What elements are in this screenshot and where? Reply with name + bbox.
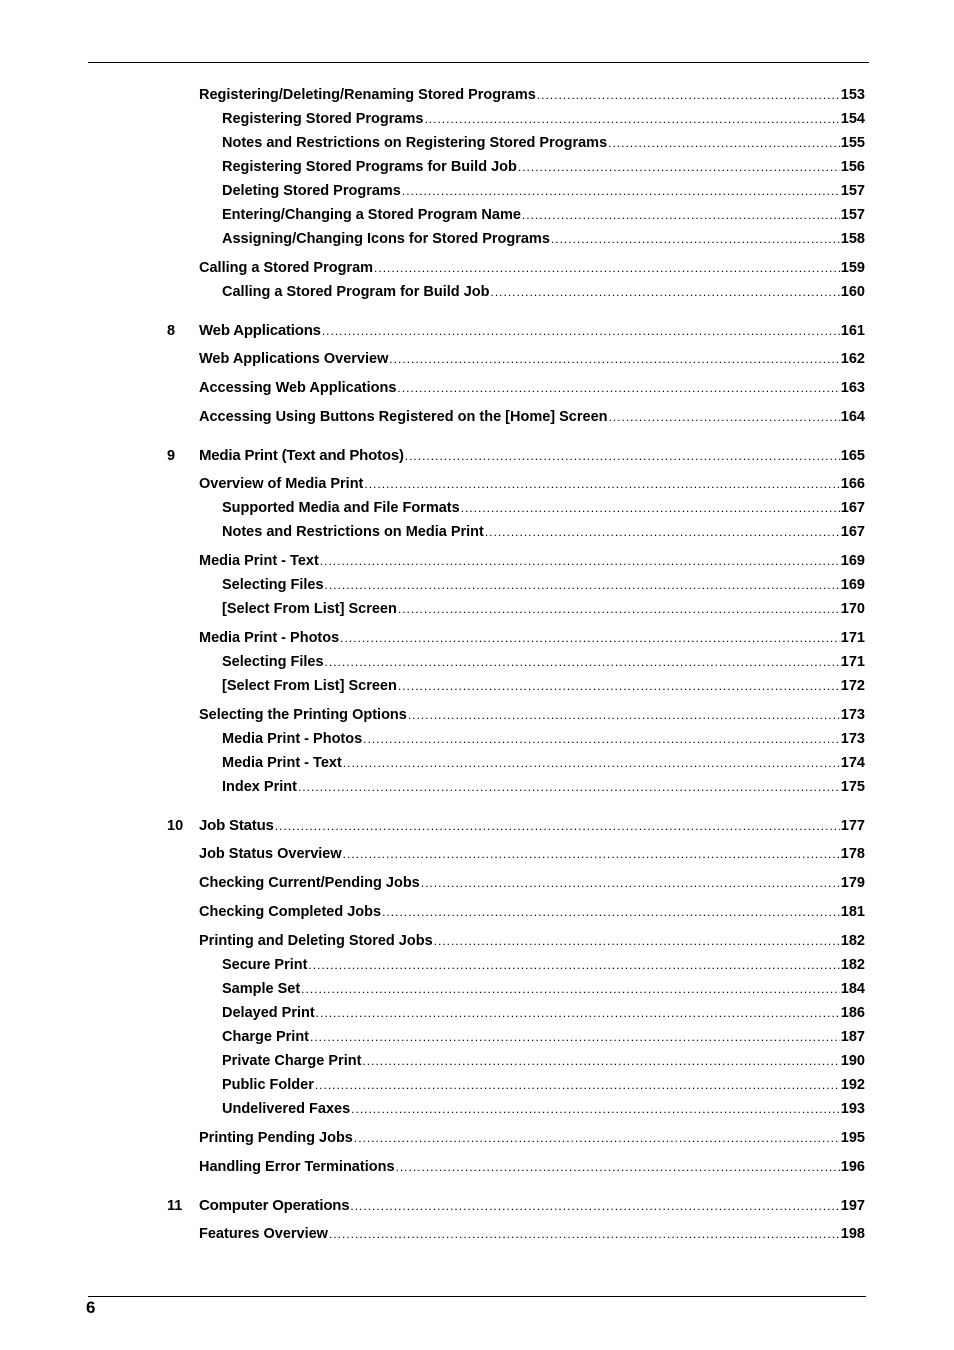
- toc-title: Handling Error Terminations: [199, 1159, 395, 1175]
- toc-subsection-entry[interactable]: [0, 1075, 954, 1095]
- toc-title: Registering Stored Programs for Build Job: [222, 159, 517, 175]
- toc-page-number: 164: [840, 409, 865, 425]
- toc-dot-leader: [461, 498, 840, 518]
- toc-subsection-entry[interactable]: [0, 753, 954, 773]
- toc-subsection-entry[interactable]: [0, 1003, 954, 1023]
- toc-subsection-entry[interactable]: [0, 205, 954, 225]
- toc-title: Printing and Deleting Stored Jobs: [199, 933, 433, 949]
- toc-title: Media Print (Text and Photos): [199, 447, 404, 464]
- toc-page-number: 178: [840, 846, 865, 862]
- toc-section-entry[interactable]: [0, 705, 954, 725]
- toc-line: [199, 258, 865, 278]
- toc-title: Printing Pending Jobs: [199, 1130, 353, 1146]
- toc-line: [222, 1051, 865, 1071]
- toc-dot-leader: [389, 349, 839, 369]
- toc-section-entry[interactable]: [0, 378, 954, 398]
- toc-subsection-entry[interactable]: [0, 522, 954, 542]
- toc-line: [222, 979, 865, 999]
- toc-line: [199, 1157, 865, 1177]
- toc-page-number: 169: [840, 577, 865, 593]
- toc-line: [199, 551, 865, 571]
- toc-line: [222, 652, 865, 672]
- toc-dot-leader: [350, 1196, 839, 1216]
- toc-dot-leader: [343, 753, 840, 773]
- toc-page-number: 163: [840, 380, 865, 396]
- toc-title: Accessing Web Applications: [199, 380, 397, 396]
- toc-line: [199, 931, 865, 951]
- toc-page-number: 154: [840, 111, 865, 127]
- toc-subsection-entry[interactable]: [0, 1027, 954, 1047]
- toc-section-entry[interactable]: [0, 474, 954, 494]
- toc-page-number: 175: [840, 779, 865, 795]
- toc-subsection-entry[interactable]: [0, 729, 954, 749]
- toc-section-entry[interactable]: [0, 1157, 954, 1177]
- toc-dot-leader: [537, 85, 840, 105]
- toc-line: [199, 628, 865, 648]
- toc-title: Checking Completed Jobs: [199, 904, 382, 920]
- toc-dot-leader: [316, 1003, 840, 1023]
- toc-dot-leader: [325, 575, 840, 595]
- toc-dot-leader: [308, 955, 839, 975]
- toc-page-number: 177: [840, 818, 865, 834]
- toc-line: [222, 498, 865, 518]
- toc-section-entry[interactable]: [0, 349, 954, 369]
- toc-line: [199, 705, 865, 725]
- toc-page-number: 169: [840, 553, 865, 569]
- toc-dot-leader: [315, 1075, 840, 1095]
- toc-title: Selecting the Printing Options: [199, 707, 407, 723]
- toc-section-entry[interactable]: [0, 931, 954, 951]
- toc-page-number: 179: [840, 875, 865, 891]
- toc-line: [199, 1224, 865, 1244]
- toc-page-number: 167: [840, 524, 865, 540]
- toc-line: [222, 1075, 865, 1095]
- toc-title: Public Folder: [222, 1077, 314, 1093]
- toc-page-number: 173: [840, 707, 865, 723]
- toc-line: [199, 474, 865, 494]
- toc-subsection-entry[interactable]: [0, 1099, 954, 1119]
- toc-line: [199, 816, 865, 836]
- toc-section-entry[interactable]: [0, 85, 954, 105]
- toc-title: Sample Set: [222, 981, 301, 997]
- toc-title: Assigning/Changing Icons for Stored Programs: [222, 231, 550, 247]
- toc-title: Selecting Files: [222, 654, 324, 670]
- toc-page-number: 157: [840, 183, 865, 199]
- toc-title: Media Print - Photos: [199, 630, 340, 646]
- toc-dot-leader: [329, 1224, 840, 1244]
- toc-dot-leader: [408, 705, 840, 725]
- toc-dot-leader: [374, 258, 840, 278]
- toc-dot-leader: [405, 446, 840, 466]
- toc-page-number: 170: [840, 601, 865, 617]
- toc-title: Calling a Stored Program for Build Job: [222, 284, 490, 300]
- toc-title: Overview of Media Print: [199, 476, 364, 492]
- toc-title: Registering/Deleting/Renaming Stored Programs: [199, 87, 536, 103]
- toc-page-number: 197: [840, 1198, 865, 1214]
- toc-section-entry[interactable]: [0, 551, 954, 571]
- toc-page-number: 156: [840, 159, 865, 175]
- toc-title: Deleting Stored Programs: [222, 183, 401, 199]
- toc-section-entry[interactable]: [0, 1224, 954, 1244]
- toc-dot-leader: [322, 321, 840, 341]
- toc-line: [199, 321, 865, 341]
- toc-line: [199, 85, 865, 105]
- toc-chapter-number: 10: [167, 818, 184, 834]
- toc-line: [199, 349, 865, 369]
- toc-page-number: 186: [840, 1005, 865, 1021]
- toc-page-number: 195: [840, 1130, 865, 1146]
- toc-page-number: 172: [840, 678, 865, 694]
- toc-title: Entering/Changing a Stored Program Name: [222, 207, 521, 223]
- toc-line: [222, 133, 865, 153]
- toc-line: [199, 378, 865, 398]
- toc-section-entry[interactable]: [0, 844, 954, 864]
- toc-line: [222, 599, 865, 619]
- toc-dot-leader: [364, 474, 839, 494]
- toc-page-number: 184: [840, 981, 865, 997]
- toc-page-number: 158: [840, 231, 865, 247]
- toc-title: Features Overview: [199, 1226, 328, 1242]
- toc-line: [199, 1196, 865, 1216]
- toc-subsection-entry[interactable]: [0, 229, 954, 249]
- toc-line: [199, 446, 865, 466]
- toc-subsection-entry[interactable]: [0, 498, 954, 518]
- toc-line: [222, 1003, 865, 1023]
- toc-title: Media Print - Photos: [222, 731, 363, 747]
- toc-page-number: 193: [840, 1101, 865, 1117]
- toc-line: [222, 753, 865, 773]
- toc-dot-leader: [340, 628, 840, 648]
- toc-chapter-entry[interactable]: [0, 321, 954, 341]
- toc-title: Web Applications: [199, 322, 321, 339]
- toc-page-number: 173: [840, 731, 865, 747]
- toc-subsection-entry[interactable]: [0, 599, 954, 619]
- toc-page-number: 174: [840, 755, 865, 771]
- toc-page-number: 182: [840, 933, 865, 949]
- toc-dot-leader: [490, 282, 839, 302]
- toc-title: Registering Stored Programs: [222, 111, 424, 127]
- toc-line: [222, 282, 865, 302]
- toc-dot-leader: [382, 902, 840, 922]
- toc-page-number: 166: [840, 476, 865, 492]
- toc-subsection-entry[interactable]: [0, 676, 954, 696]
- toc-subsection-entry[interactable]: [0, 575, 954, 595]
- toc-dot-leader: [343, 844, 840, 864]
- toc-subsection-entry[interactable]: [0, 181, 954, 201]
- toc-title: Undelivered Faxes: [222, 1101, 351, 1117]
- toc-line: [222, 777, 865, 797]
- toc-dot-leader: [362, 1051, 839, 1071]
- toc-title: Selecting Files: [222, 577, 324, 593]
- toc-dot-leader: [298, 777, 840, 797]
- toc-dot-leader: [522, 205, 840, 225]
- toc-page-number: 196: [840, 1159, 865, 1175]
- toc-chapter-entry[interactable]: [0, 816, 954, 836]
- toc-dot-leader: [275, 816, 840, 836]
- toc-dot-leader: [424, 109, 839, 129]
- toc-title: Supported Media and File Formats: [222, 500, 460, 516]
- toc-title: Calling a Stored Program: [199, 260, 374, 276]
- toc-line: [222, 522, 865, 542]
- toc-dot-leader: [363, 729, 840, 749]
- toc-dot-leader: [301, 979, 840, 999]
- toc-line: [222, 1099, 865, 1119]
- toc-subsection-entry[interactable]: [0, 955, 954, 975]
- toc-line: [222, 1027, 865, 1047]
- toc-chapter-entry[interactable]: [0, 446, 954, 466]
- toc-page-number: 162: [840, 351, 865, 367]
- toc-page-number: 165: [840, 448, 865, 464]
- toc-dot-leader: [518, 157, 840, 177]
- toc-line: [222, 181, 865, 201]
- toc-line: [199, 902, 865, 922]
- toc-page-number: 159: [840, 260, 865, 276]
- toc-title: Accessing Using Buttons Registered on the [Home] Screen: [199, 409, 608, 425]
- toc-page-number: 182: [840, 957, 865, 973]
- toc-page-number: 153: [840, 87, 865, 103]
- toc-line: [199, 873, 865, 893]
- toc-page-number: 155: [840, 135, 865, 151]
- toc-page-number: 157: [840, 207, 865, 223]
- toc-title: Job Status Overview: [199, 846, 342, 862]
- toc-page-number: 187: [840, 1029, 865, 1045]
- toc-page-number: 171: [840, 654, 865, 670]
- toc-line: [199, 844, 865, 864]
- toc-page-number: 167: [840, 500, 865, 516]
- toc-dot-leader: [397, 378, 839, 398]
- toc-dot-leader: [402, 181, 840, 201]
- toc-title: Private Charge Print: [222, 1053, 362, 1069]
- toc-section-entry[interactable]: [0, 1128, 954, 1148]
- toc-dot-leader: [421, 873, 840, 893]
- toc-dot-leader: [434, 931, 840, 951]
- toc-subsection-entry[interactable]: [0, 777, 954, 797]
- toc-page-number: 190: [840, 1053, 865, 1069]
- toc-title: Delayed Print: [222, 1005, 315, 1021]
- toc-page-number: 161: [840, 323, 865, 339]
- toc-section-entry[interactable]: [0, 628, 954, 648]
- toc-page-number: 198: [840, 1226, 865, 1242]
- toc-section-entry[interactable]: [0, 407, 954, 427]
- toc-title: [Select From List] Screen: [222, 601, 397, 617]
- bottom-rule: [88, 1296, 866, 1297]
- toc-chapter-number: 11: [167, 1198, 183, 1214]
- toc-dot-leader: [325, 652, 840, 672]
- toc-subsection-entry[interactable]: [0, 979, 954, 999]
- toc-title: Charge Print: [222, 1029, 310, 1045]
- toc-dot-leader: [609, 407, 840, 427]
- toc-dot-leader: [354, 1128, 840, 1148]
- toc-title: Media Print - Text: [199, 553, 319, 569]
- toc-subsection-entry[interactable]: [0, 109, 954, 129]
- toc-title: Checking Current/Pending Jobs: [199, 875, 420, 891]
- toc-title: Web Applications Overview: [199, 351, 389, 367]
- toc-title: Secure Print: [222, 957, 308, 973]
- toc-line: [222, 229, 865, 249]
- toc-dot-leader: [398, 599, 840, 619]
- toc-dot-leader: [551, 229, 840, 249]
- toc-line: [222, 729, 865, 749]
- toc-chapter-entry[interactable]: [0, 1196, 954, 1216]
- toc-subsection-entry[interactable]: [0, 652, 954, 672]
- toc-dot-leader: [396, 1157, 840, 1177]
- toc-page-number: 192: [840, 1077, 865, 1093]
- toc-dot-leader: [320, 551, 840, 571]
- toc-title: Notes and Restrictions on Media Print: [222, 524, 484, 540]
- toc-subsection-entry[interactable]: [0, 157, 954, 177]
- toc-title: Computer Operations: [199, 1197, 350, 1214]
- toc-subsection-entry[interactable]: [0, 282, 954, 302]
- toc-page-number: 181: [840, 904, 865, 920]
- toc-dot-leader: [310, 1027, 840, 1047]
- toc-section-entry[interactable]: [0, 258, 954, 278]
- toc-subsection-entry[interactable]: [0, 1051, 954, 1071]
- toc-title: Media Print - Text: [222, 755, 342, 771]
- toc-dot-leader: [351, 1099, 840, 1119]
- toc-title: Notes and Restrictions on Registering Stored Programs: [222, 135, 608, 151]
- toc-line: [222, 109, 865, 129]
- page-number: 6: [86, 1298, 96, 1317]
- toc-dot-leader: [485, 522, 840, 542]
- toc-section-entry[interactable]: [0, 873, 954, 893]
- toc-title: [Select From List] Screen: [222, 678, 397, 694]
- toc-title: Index Print: [222, 779, 297, 795]
- toc-line: [222, 575, 865, 595]
- toc-chapter-number: 8: [167, 323, 176, 339]
- toc-line: [199, 407, 865, 427]
- toc-chapter-number: 9: [167, 448, 176, 464]
- toc-title: Job Status: [199, 817, 274, 834]
- toc-subsection-entry[interactable]: [0, 133, 954, 153]
- toc-line: [222, 205, 865, 225]
- toc-page-number: 160: [840, 284, 865, 300]
- toc-dot-leader: [608, 133, 840, 153]
- toc-page-number: 171: [840, 630, 865, 646]
- toc-line: [222, 676, 865, 696]
- toc-line: [199, 1128, 865, 1148]
- toc-line: [222, 955, 865, 975]
- toc-line: [222, 157, 865, 177]
- toc-dot-leader: [398, 676, 840, 696]
- toc-section-entry[interactable]: [0, 902, 954, 922]
